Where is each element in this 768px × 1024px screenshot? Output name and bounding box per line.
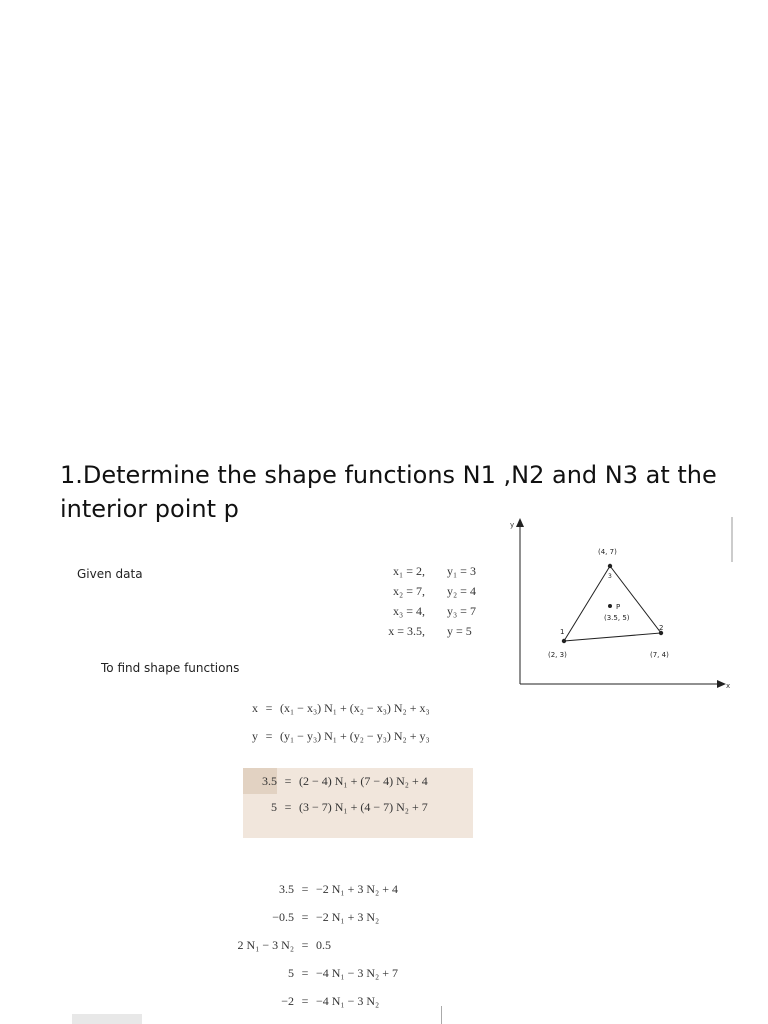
given-x-value: x₂ = 7, — [393, 584, 425, 598]
given-x-value: x₁ = 2, — [393, 564, 425, 578]
equation-rhs: (y₁ − y₃) N₁ + (y₂ − y₃) N₂ + y₃ — [280, 729, 430, 743]
equation-row — [243, 768, 473, 794]
equation-lhs: 2 N₁ − 3 N₂ — [237, 938, 294, 952]
given-row — [340, 561, 517, 581]
node-1-label: 1 — [560, 628, 565, 636]
node-3-marker — [608, 564, 612, 568]
point-p-label: P — [616, 603, 621, 611]
equation-lhs: y — [252, 729, 258, 743]
equation-row — [220, 931, 398, 959]
point-p-coordinates: (3.5, 5) — [604, 614, 630, 622]
given-y-value: y₂ = 4 — [447, 584, 476, 598]
equals-sign: = — [284, 774, 292, 788]
equals-sign: = — [301, 994, 309, 1008]
equation-rhs: −4 N₁ − 3 N₂ — [316, 994, 380, 1008]
shape-function-equations — [238, 694, 430, 750]
equation-row — [220, 959, 398, 987]
equals-sign: = — [301, 910, 309, 924]
given-y-value: y = 5 — [447, 624, 472, 638]
node-2-coordinates: (7, 4) — [650, 651, 669, 659]
equation-rhs: 0.5 — [316, 938, 331, 952]
equals-sign: = — [265, 701, 273, 715]
scan-artifact — [72, 1014, 142, 1024]
equation-rhs: −2 N₁ + 3 N₂ + 4 — [316, 882, 399, 896]
solution-steps — [220, 875, 398, 1015]
node-2-label: 2 — [659, 624, 664, 632]
equation-lhs: 3.5 — [243, 768, 277, 794]
equation-row — [238, 722, 430, 750]
equation-rhs: −2 N₁ + 3 N₂ — [316, 910, 380, 924]
node-1-marker — [562, 639, 566, 643]
equation-row — [220, 903, 398, 931]
x-axis-label: x — [726, 682, 731, 690]
triangle-element-diagram — [500, 512, 740, 692]
equation-lhs: 3.5 — [279, 882, 294, 896]
equation-row — [220, 875, 398, 903]
equation-lhs: −2 — [281, 994, 294, 1008]
equation-lhs: 5 — [288, 966, 294, 980]
equation-lhs: x — [252, 701, 258, 715]
equals-sign: = — [301, 882, 309, 896]
equation-row — [243, 794, 473, 820]
triangle-element — [564, 566, 664, 641]
equals-sign: = — [301, 966, 309, 980]
given-row — [340, 601, 517, 621]
equals-sign: = — [301, 938, 309, 952]
equation-row — [220, 987, 398, 1015]
given-x-value: x₃ = 4, — [393, 604, 425, 618]
divider — [441, 1006, 442, 1024]
given-x-value: x = 3.5, — [388, 624, 425, 638]
x-axis-arrow-icon — [717, 680, 726, 688]
y-axis-arrow-icon — [516, 518, 524, 527]
given-data-table — [340, 561, 517, 641]
node-3-coordinates: (4, 7) — [598, 548, 617, 556]
equation-rhs: (3 − 7) N₁ + (4 − 7) N₂ + 7 — [299, 800, 428, 814]
given-y-value: y₃ = 7 — [447, 604, 476, 618]
given-row — [340, 621, 517, 641]
equals-sign: = — [265, 729, 273, 743]
point-p-marker — [608, 604, 612, 608]
substituted-equations — [243, 768, 473, 838]
equation-rhs: (2 − 4) N₁ + (7 − 4) N₂ + 4 — [299, 774, 428, 788]
find-shape-functions-label: To find shape functions — [101, 661, 240, 675]
equation-lhs: 5 — [271, 800, 277, 814]
given-data-label: Given data — [77, 567, 143, 581]
given-row — [340, 581, 517, 601]
node-1-coordinates: (2, 3) — [548, 651, 567, 659]
given-y-value: y₁ = 3 — [447, 564, 476, 578]
equation-rhs: (x₁ − x₃) N₁ + (x₂ − x₃) N₂ + x₃ — [280, 701, 430, 715]
y-axis-label: y — [510, 521, 515, 529]
equals-sign: = — [284, 800, 292, 814]
equation-lhs: −0.5 — [272, 910, 294, 924]
node-3-label: 3 — [608, 573, 612, 580]
equation-rhs: −4 N₁ − 3 N₂ + 7 — [316, 966, 399, 980]
page-title: 1.Determine the shape functions N1 ,N2 and N3 at the interior point p — [60, 461, 717, 523]
equation-row — [238, 694, 430, 722]
